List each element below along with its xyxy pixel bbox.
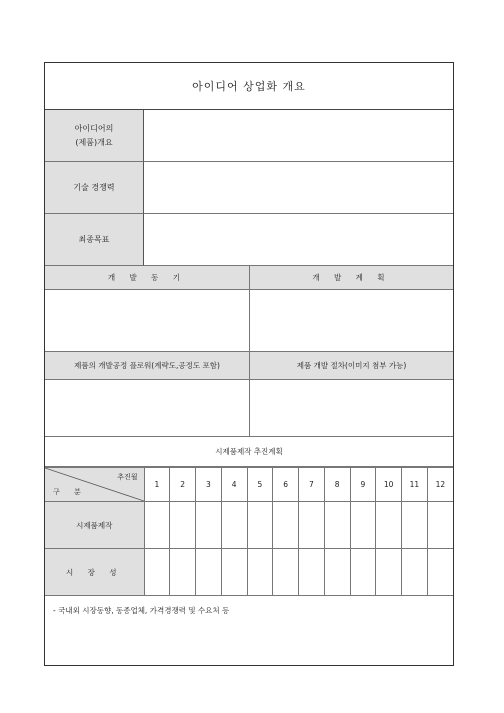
schedule-cell[interactable] — [402, 502, 428, 549]
schedule-row-market — [45, 549, 453, 596]
schedule-cell[interactable] — [350, 549, 376, 596]
schedule-cell[interactable] — [221, 549, 247, 596]
month-header-label: 추진월 — [117, 473, 138, 481]
schedule-cell[interactable] — [170, 502, 196, 549]
schedule-cell[interactable] — [247, 549, 273, 596]
schedule-cell[interactable] — [273, 502, 299, 549]
schedule-cell[interactable] — [350, 502, 376, 549]
schedule-cell[interactable] — [221, 502, 247, 549]
schedule-cell[interactable] — [427, 549, 453, 596]
schedule-cell[interactable] — [273, 549, 299, 596]
month-cell: 4 — [221, 468, 247, 502]
form-title: 아이디어 상업화 개요 — [45, 63, 453, 110]
schedule-cell[interactable] — [144, 549, 170, 596]
month-cell: 11 — [402, 468, 428, 502]
overview-label-line1: 아이디어의 — [74, 123, 114, 133]
month-cell: 2 — [170, 468, 196, 502]
schedule-cell[interactable] — [144, 502, 170, 549]
month-cell: 10 — [376, 468, 402, 502]
schedule-title: 시제품제작 추진계획 — [45, 437, 453, 467]
motivation-input-area[interactable] — [45, 290, 250, 352]
overview-input-area[interactable] — [144, 110, 453, 162]
month-cell: 7 — [299, 468, 325, 502]
overview-label-line2: (제품)개요 — [75, 137, 113, 147]
market-label: 시 장 성 — [45, 549, 144, 596]
month-cell: 12 — [427, 468, 453, 502]
flow-input-area[interactable] — [45, 380, 250, 437]
goal-label: 최종목표 — [45, 214, 144, 266]
schedule-cell[interactable] — [170, 549, 196, 596]
schedule-cell[interactable] — [299, 502, 325, 549]
month-cell: 6 — [273, 468, 299, 502]
schedule-cell[interactable] — [247, 502, 273, 549]
schedule-row-prototype — [45, 502, 453, 549]
overview-label — [45, 110, 144, 162]
procedure-input-area[interactable] — [250, 380, 453, 437]
market-note: - 국내외 시장동향, 동종업체, 가격경쟁력 및 수요처 등 — [53, 606, 230, 615]
schedule-cell[interactable] — [427, 502, 453, 549]
month-cell: 8 — [324, 468, 350, 502]
procedure-header: 제품 개발 절차(이미지 첨부 가능) — [250, 352, 453, 380]
schedule-table — [45, 467, 453, 596]
schedule-header-row — [45, 468, 453, 502]
month-cell: 5 — [247, 468, 273, 502]
competitiveness-label: 기술 경쟁력 — [45, 162, 144, 214]
schedule-cell[interactable] — [402, 549, 428, 596]
flow-header: 제품의 개발공정 플로워(계략도,공정도 포함) — [45, 352, 250, 380]
goal-input-area[interactable] — [144, 214, 453, 266]
plan-input-area[interactable] — [250, 290, 453, 352]
commercialization-form — [44, 62, 454, 666]
schedule-cell[interactable] — [324, 549, 350, 596]
schedule-cell[interactable] — [376, 502, 402, 549]
schedule-cell[interactable] — [299, 549, 325, 596]
motivation-header: 개 발 동 기 — [45, 266, 250, 290]
prototype-label: 시제품제작 — [45, 502, 144, 549]
month-cell: 3 — [196, 468, 222, 502]
competitiveness-input-area[interactable] — [144, 162, 453, 214]
schedule-cell[interactable] — [196, 502, 222, 549]
schedule-corner-cell — [45, 468, 144, 502]
month-cell: 9 — [350, 468, 376, 502]
category-header-label: 구 분 — [53, 488, 87, 496]
month-cell: 1 — [144, 468, 170, 502]
schedule-cell[interactable] — [376, 549, 402, 596]
schedule-cell[interactable] — [324, 502, 350, 549]
schedule-cell[interactable] — [196, 549, 222, 596]
plan-header: 개 발 계 획 — [250, 266, 453, 290]
